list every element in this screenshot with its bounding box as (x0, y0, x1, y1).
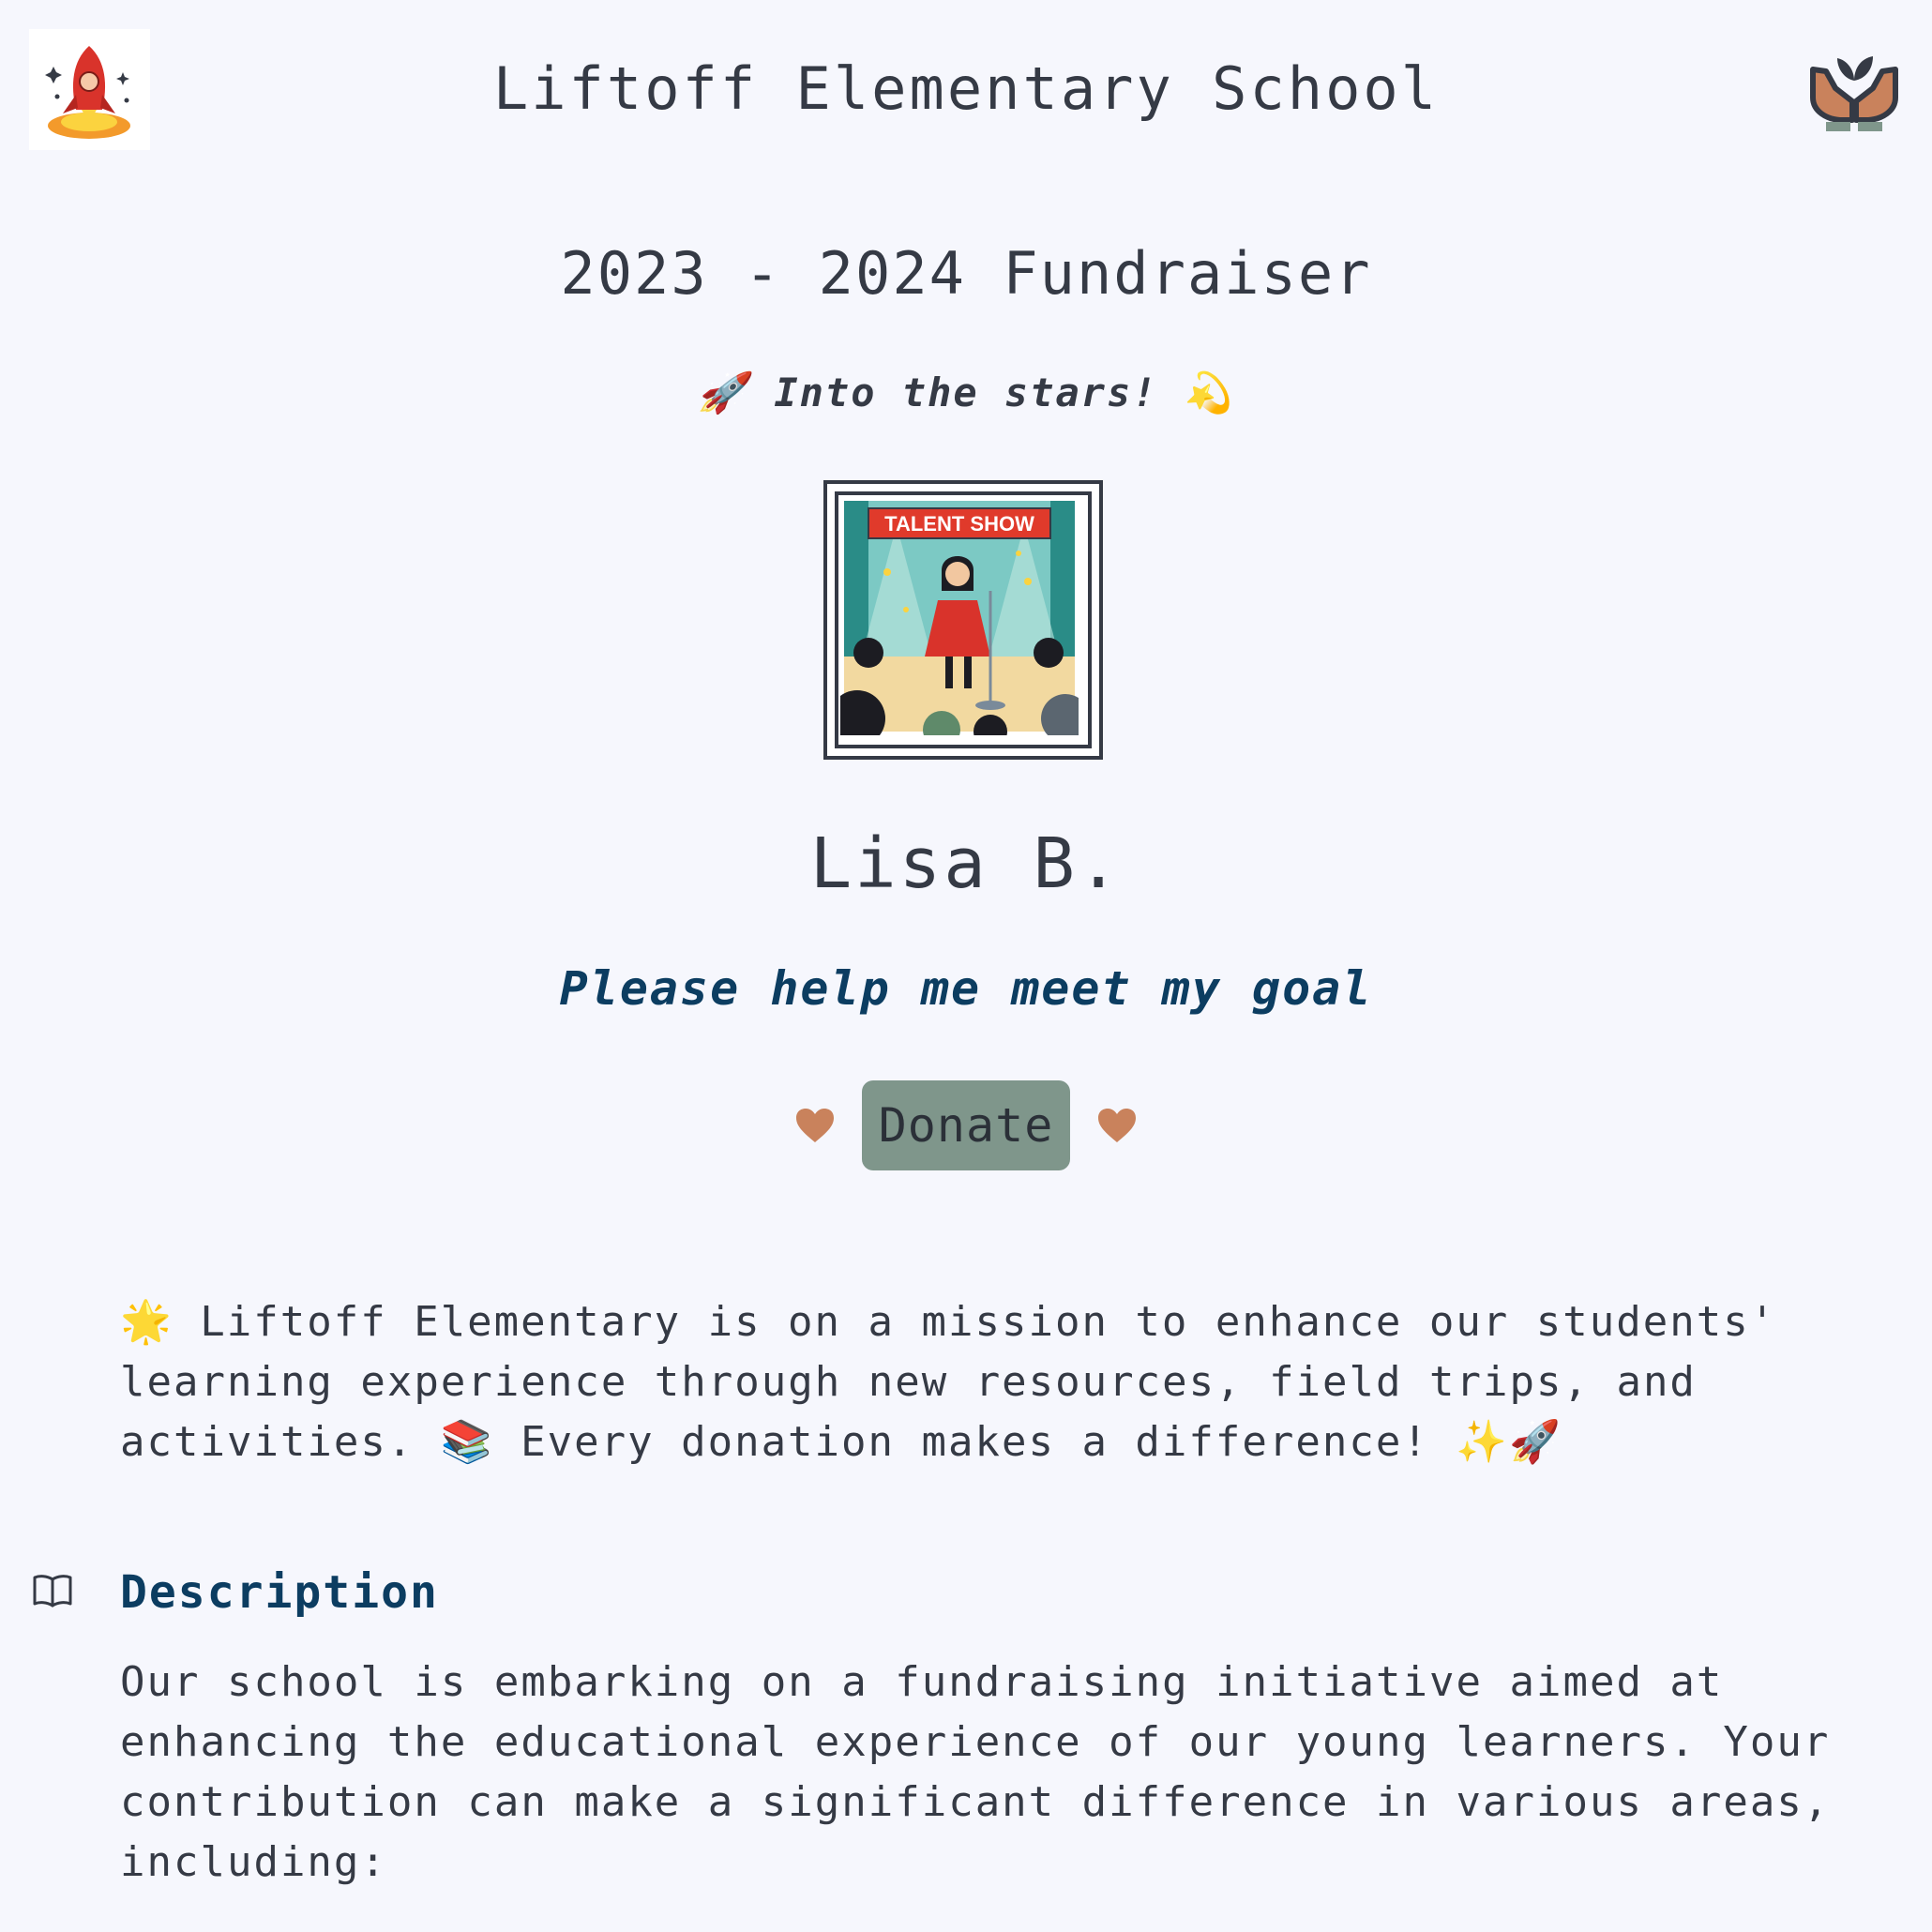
school-title: Liftoff Elementary School (492, 54, 1440, 123)
student-name: Lisa B. (809, 823, 1123, 904)
description-header[interactable] (32, 1562, 439, 1619)
photo-caption: TALENT SHOW (884, 512, 1034, 536)
mission-statement: 🌟 Liftoff Elementary is on a mission to enhance our students' learning experience through new resources, field trips, and activities. 📚 Every donation makes a difference! ✨🚀 (120, 1298, 1777, 1466)
fundraiser-title: 2023 - 2024 Fundraiser (560, 239, 1372, 308)
donate-button[interactable]: Donate (862, 1080, 1071, 1170)
talent-show-illustration (840, 497, 1086, 743)
description-body: Our school is embarking on a fundraising initiative aimed at enhancing the educational experience of our young learners. Your contribution can make a significant difference in various areas, including: (120, 1658, 1831, 1886)
heart-icon (794, 1107, 836, 1144)
student-photo (823, 480, 1103, 760)
book-open-icon (32, 1572, 73, 1609)
heart-icon (1096, 1107, 1138, 1144)
helping-hands-icon[interactable] (1805, 49, 1903, 133)
fundraiser-tagline: 🚀 Into the stars! 💫 (697, 370, 1235, 415)
description-title: Description (120, 1566, 439, 1619)
goal-text: Please help me meet my goal (559, 961, 1373, 1016)
donate-row (0, 1080, 1932, 1170)
